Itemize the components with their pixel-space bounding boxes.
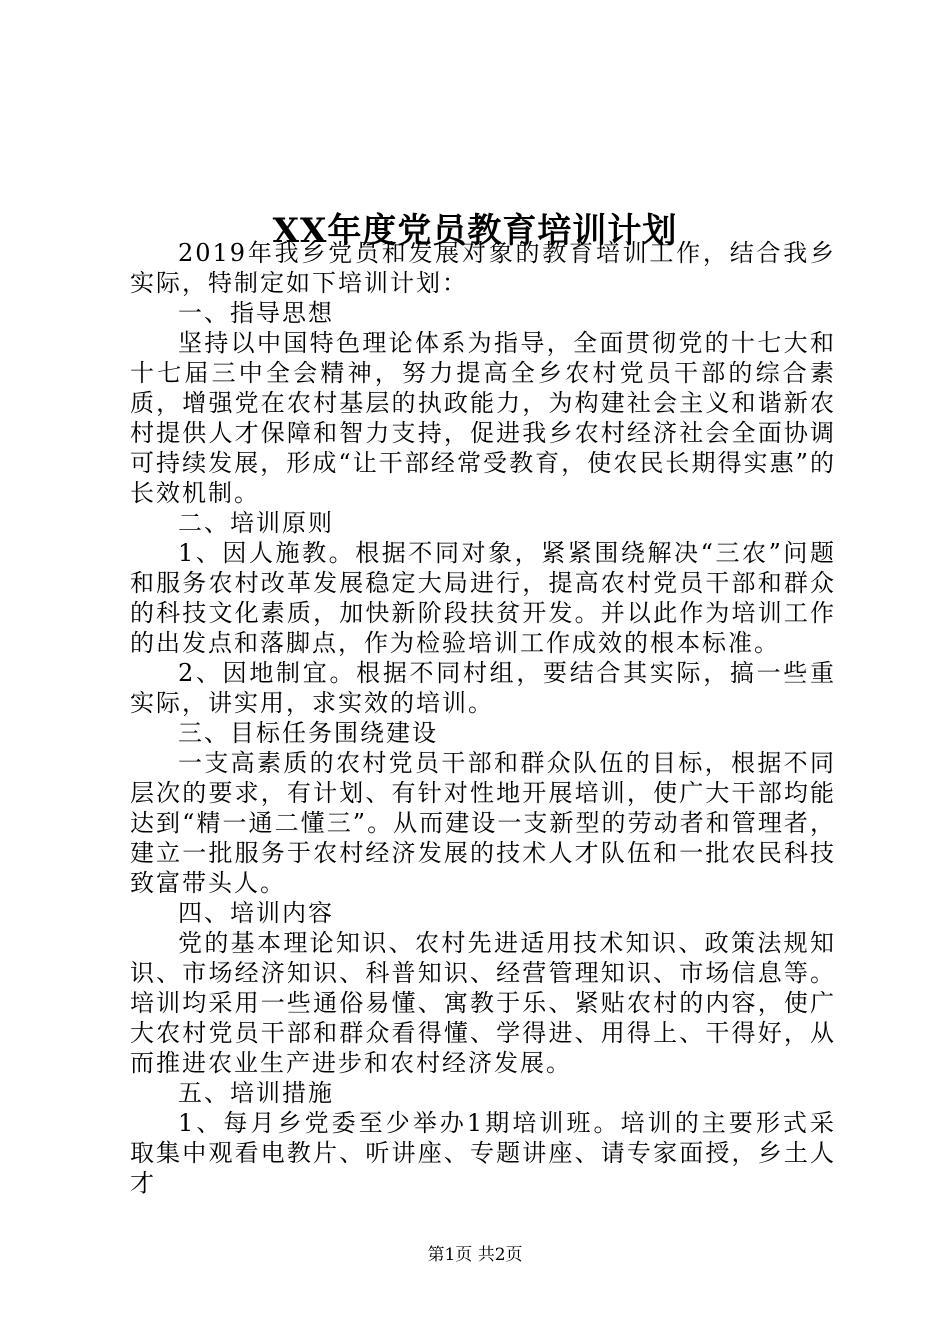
page-footer: 第1页 共2页: [427, 1245, 523, 1265]
heading-training-content: 四、培训内容: [178, 899, 334, 927]
heading-guiding-ideology: 一、指导思想: [178, 299, 334, 327]
heading-training-measures: 五、培训措施: [178, 1079, 334, 1107]
paragraph-measure-1: 1、每月乡党委至少举办1期培训班。培训的主要形式采取集中观看电教片、听讲座、专题讲座、请专家面授，乡土人才: [130, 1109, 836, 1197]
paragraph-training-content: 党的基本理论知识、农村先进适用技术知识、政策法规知识、市场经济知识、科普知识、经营管理知识、市场信息等。培训均采用一些通俗易懂、寓教于乐、紧贴农村的内容，使广大农村党员干部和群众看得懂、学得进、用得上、干得好，从而推进农业生产进步和农村经济发展。: [130, 929, 836, 1077]
heading-training-principles: 二、培训原则: [178, 509, 334, 537]
document-body: [130, 238, 836, 1198]
paragraph-guiding-ideology: 坚持以中国特色理论体系为指导，全面贯彻党的十七大和十七届三中全会精神，努力提高全乡农村党员干部的综合素质，增强党在农村基层的执政能力，为构建社会主义和谐新农村提供人才保障和智力支持，促进我乡农村经济社会全面协调可持续发展，形成“让干部经常受教育，使农民长期得实惠”的长效机制。: [130, 329, 836, 507]
paragraph-principle-2: 2、因地制宜。根据不同村组，要结合其实际，搞一些重实际，讲实用，求实效的培训。: [130, 659, 836, 717]
document-title: XX年度党员教育培训计划: [272, 210, 678, 251]
paragraph-goals: 一支高素质的农村党员干部和群众队伍的目标，根据不同层次的要求，有计划、有针对性地开展培训，使广大干部均能达到“精一通二懂三”。从而建设一支新型的劳动者和管理者，建立一批服务于农村经济发展的技术人才队伍和一批农民科技致富带头人。: [130, 749, 836, 897]
paragraph-intro: 2019年我乡党员和发展对象的教育培训工作，结合我乡实际，特制定如下培训计划：: [130, 239, 836, 297]
paragraph-principle-1: 1、因人施教。根据不同对象，紧紧围绕解决“三农”问题和服务农村改革发展稳定大局进行，提高农村党员干部和群众的科技文化素质，加快新阶段扶贫开发。并以此作为培训工作的出发点和落脚点，作为检验培训工作成效的根本标准。: [130, 539, 836, 657]
heading-goals: 三、目标任务围绕建设: [178, 719, 438, 747]
